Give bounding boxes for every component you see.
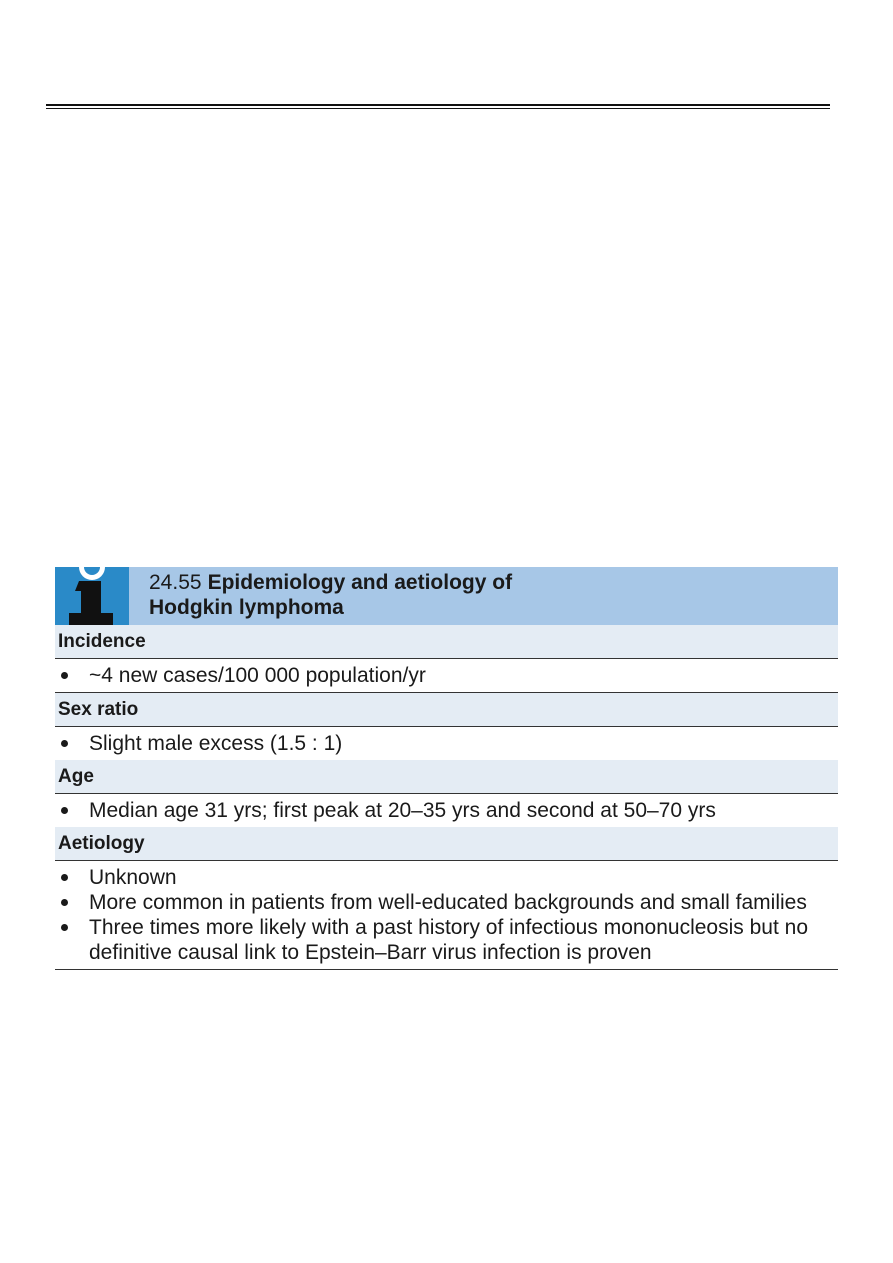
section-heading: Aetiology — [55, 827, 838, 861]
section-body — [55, 727, 838, 760]
box-title-line-1 — [149, 570, 512, 595]
list-item-text: ~4 new cases/100 000 population/yr — [89, 664, 426, 687]
list-item — [55, 663, 838, 688]
box-number: 24.55 — [149, 571, 202, 594]
bullet-icon — [61, 672, 68, 679]
box-title-text-1: Epidemiology and aetiology of — [207, 571, 513, 594]
info-icon — [55, 567, 129, 625]
list-item-text: Unknown — [89, 866, 177, 889]
box-title — [149, 570, 512, 620]
bullet-icon — [61, 899, 68, 906]
section-heading: Sex ratio — [55, 692, 838, 727]
header-rule — [46, 104, 830, 109]
box-bottom-rule — [55, 969, 838, 970]
list-item — [55, 915, 838, 965]
list-item-text: Median age 31 yrs; first peak at 20–35 yrs and second at 50–70 yrs — [89, 799, 716, 822]
box-title-line-2: Hodgkin lymphoma — [149, 596, 344, 619]
list-item — [55, 890, 838, 915]
section-body — [55, 861, 838, 969]
section-body — [55, 794, 838, 827]
info-box — [55, 567, 838, 970]
bullet-icon — [61, 874, 68, 881]
list-item — [55, 865, 838, 890]
section-age — [55, 760, 838, 827]
bullet-icon — [61, 807, 68, 814]
list-item-text: More common in patients from well-educated backgrounds and small families — [89, 891, 807, 914]
section-sex-ratio — [55, 692, 838, 760]
list-item — [55, 731, 838, 756]
bullet-icon — [61, 924, 68, 931]
section-incidence — [55, 625, 838, 692]
list-item-text: Slight male excess (1.5 : 1) — [89, 732, 343, 755]
section-body — [55, 659, 838, 692]
section-heading: Age — [55, 760, 838, 794]
list-item — [55, 798, 838, 823]
box-header — [55, 567, 838, 625]
bullet-icon — [61, 740, 68, 747]
section-heading: Incidence — [55, 625, 838, 659]
list-item-text: Three times more likely with a past history of infectious mononucleosis but no definitive causal link to Epstein–Barr virus infection is proven — [89, 916, 808, 964]
section-aetiology — [55, 827, 838, 969]
